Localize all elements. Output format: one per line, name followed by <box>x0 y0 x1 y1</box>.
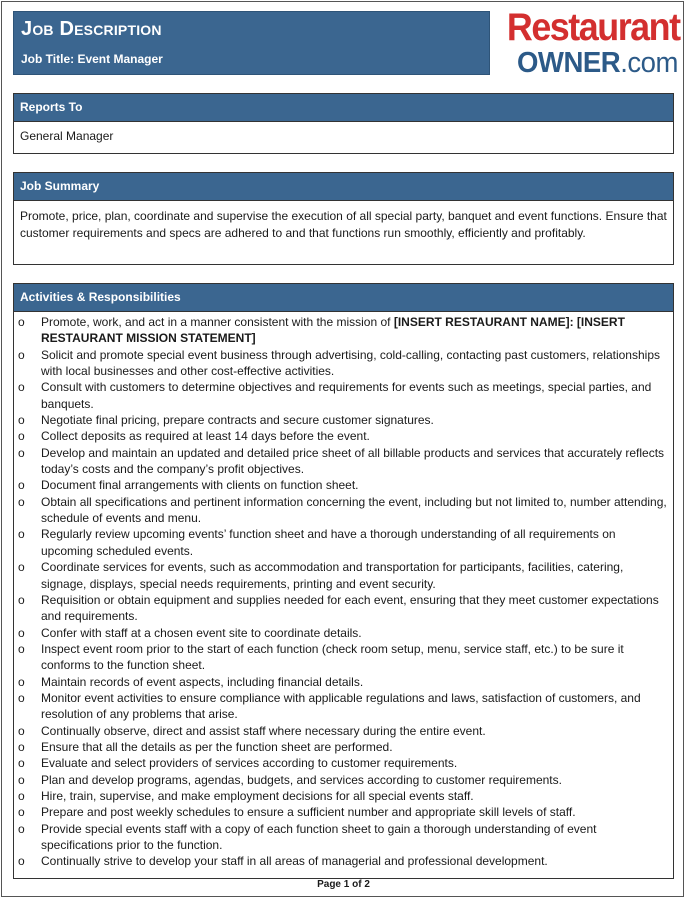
job-summary-section <box>13 172 674 265</box>
page-title: Job Description <box>21 18 162 40</box>
list-item <box>18 592 669 625</box>
bullet-icon: o <box>18 478 25 493</box>
list-item-text: Hire, train, supervise, and make employment decisions for all special events staff. <box>41 788 474 803</box>
list-item-text: Develop and maintain an updated and detailed price sheet of all billable products and services that accurately reflects today’s costs and the company’s profit objectives. <box>41 445 665 477</box>
list-item <box>18 494 669 527</box>
job-title: Job Title: Event Manager <box>21 52 163 66</box>
list-item <box>18 445 669 478</box>
bullet-icon: o <box>18 527 25 542</box>
list-item <box>18 412 669 428</box>
bullet-icon: o <box>18 739 25 754</box>
list-item <box>18 739 669 755</box>
list-item <box>18 755 669 771</box>
bullet-icon: o <box>18 674 25 689</box>
bullet-icon: o <box>18 560 25 575</box>
list-item <box>18 559 669 592</box>
list-item-text: Plan and develop programs, agendas, budgets, and services according to customer requirements. <box>41 772 562 787</box>
list-item <box>18 314 669 347</box>
list-item-text: Continually strive to develop your staff in all areas of managerial and professional development. <box>41 854 548 869</box>
bullet-icon: o <box>18 445 25 460</box>
logo-wordmark-owner <box>501 48 678 78</box>
list-item-text: Requisition or obtain equipment and supplies needed for each event, ensuring that they meet customer expectations and requirements. <box>41 592 659 624</box>
list-item <box>18 379 669 412</box>
bullet-icon: o <box>18 772 25 787</box>
header-band <box>13 11 490 75</box>
list-item <box>18 690 669 723</box>
bullet-icon: o <box>18 690 25 705</box>
job-summary-heading: Job Summary <box>14 173 673 201</box>
logo-wordmark-restaurant: Restaurant <box>506 6 680 49</box>
list-item <box>18 347 669 380</box>
list-item <box>18 477 669 493</box>
list-item-text: Consult with customers to determine objectives and requirements for events such as meetings, special parties, and banquets. <box>41 380 652 411</box>
page-number: Page 1 of 2 <box>317 879 370 890</box>
activities-heading: Activities & Responsibilities <box>14 284 673 312</box>
list-item <box>18 788 669 804</box>
list-item <box>18 641 669 674</box>
bullet-icon: o <box>18 788 25 803</box>
bullet-icon: o <box>18 821 25 836</box>
list-item <box>18 674 669 690</box>
bullet-icon: o <box>18 429 25 444</box>
bullet-icon: o <box>18 413 25 428</box>
list-item <box>18 804 669 820</box>
job-summary-text: Promote, price, plan, coordinate and supervise the execution of all special party, banquet and event functions. Ensure that customer requirements and specs are adhered to and that functions run smoothly, efficiently and profitably. <box>20 209 667 240</box>
list-item-text: Regularly review upcoming events’ function sheet and have a thorough understanding of all requirements on upcoming scheduled events. <box>41 527 616 558</box>
bullet-icon: o <box>18 854 25 869</box>
list-item-text: Obtain all specifications and pertinent information concerning the event, including but not limited to, number attending, schedule of events and menu. <box>41 494 667 526</box>
bullet-icon: o <box>18 347 25 362</box>
activities-section <box>13 283 674 879</box>
logo-owner-text: OWNER <box>516 47 621 79</box>
list-item-text: Document final arrangements with clients on function sheet. <box>41 478 359 493</box>
bullet-icon: o <box>18 315 25 329</box>
list-item-text: Coordinate services for events, such as accommodation and transportation for participants, facilities, catering, signage, displays, special needs requirements, printing and event security. <box>41 560 624 591</box>
logo-dotcom-text: .com <box>620 47 678 79</box>
reports-to-heading: Reports To <box>14 94 673 122</box>
list-item-text: Solicit and promote special event business through advertising, cold-calling, contacting past customers, relationships with local businesses and other cost-effective activities. <box>41 347 660 379</box>
responsibilities-list <box>14 312 673 870</box>
list-item <box>18 821 669 854</box>
list-item <box>18 772 669 788</box>
list-item-text: Monitor event activities to ensure compliance with applicable regulations and laws, satisfaction of customers, and resolution of any problems that arise. <box>41 690 641 722</box>
list-item <box>18 428 669 444</box>
reports-to-section <box>13 93 674 154</box>
list-item-text: Confer with staff at a chosen event site to coordinate details. <box>41 625 362 640</box>
list-item-text: Prepare and post weekly schedules to ensure a sufficient number and appropriate skill levels of staff. <box>41 805 576 820</box>
list-item-text: Inspect event room prior to the start of each function (check room setup, menu, service staff, etc.) to be sure it conforms to the function sheet. <box>41 641 624 673</box>
list-item <box>18 853 669 869</box>
bullet-icon: o <box>18 756 25 771</box>
list-item <box>18 526 669 559</box>
bullet-icon: o <box>18 494 25 509</box>
list-item <box>18 723 669 739</box>
list-item-text: Evaluate and select providers of services according to customer requirements. <box>41 756 458 771</box>
list-item-text: Promote, work, and act in a manner consistent with the mission of <box>41 315 394 329</box>
bullet-icon: o <box>18 380 25 395</box>
list-item-text: Negotiate final pricing, prepare contracts and secure customer signatures. <box>41 413 434 428</box>
mission-placeholder: [INSERT RESTAURANT NAME]: [INSERT RESTAURANT MISSION STATEMENT] <box>41 315 625 346</box>
list-item-text: Maintain records of event aspects, including financial details. <box>41 674 364 689</box>
list-item-text: Ensure that all the details as per the function sheet are performed. <box>41 739 393 754</box>
list-item-text: Provide special events staff with a copy of each function sheet to gain a thorough understanding of event specifications prior to the function. <box>41 821 597 852</box>
bullet-icon: o <box>18 723 25 738</box>
restaurant-owner-logo <box>492 8 678 80</box>
bullet-icon: o <box>18 641 25 656</box>
list-item-text: Continually observe, direct and assist staff where necessary during the entire event. <box>41 723 486 738</box>
bullet-icon: o <box>18 805 25 820</box>
bullet-icon: o <box>18 625 25 640</box>
list-item <box>18 625 669 641</box>
list-item-text: Collect deposits as required at least 14 days before the event. <box>41 429 370 444</box>
bullet-icon: o <box>18 592 25 607</box>
reports-to-value: General Manager <box>20 129 114 143</box>
